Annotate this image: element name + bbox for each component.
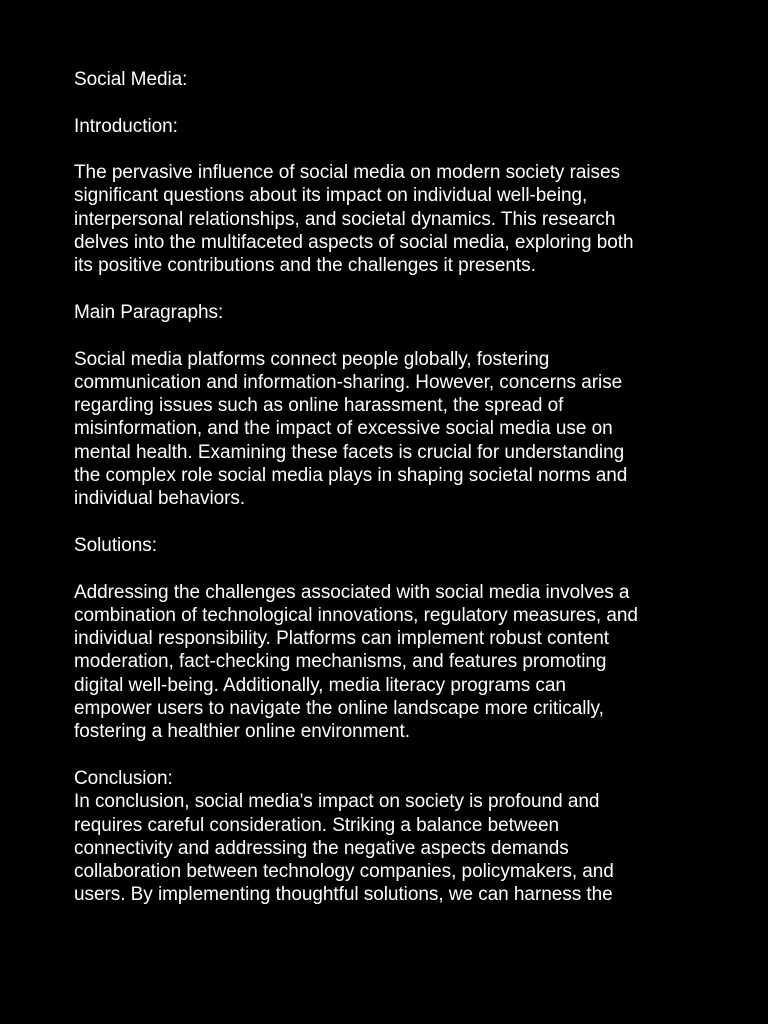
paragraph-line: requires careful consideration. Striking a balance between — [74, 814, 560, 836]
paragraph-line: communication and information-sharing. However, concerns arise — [74, 371, 623, 393]
paragraph-line: connectivity and addressing the negative aspects demands — [74, 837, 569, 859]
paragraph-line: interpersonal relationships, and societal dynamics. This research — [74, 208, 616, 230]
paragraph-line: The pervasive influence of social media on modern society raises — [74, 162, 620, 184]
paragraph-line: combination of technological innovations, regulatory measures, and — [74, 604, 638, 626]
paragraph-line: misinformation, and the impact of excessive social media use on — [74, 418, 613, 440]
spacer — [74, 91, 714, 114]
paragraph-line: regarding issues such as online harassment, the spread of — [74, 395, 564, 417]
section-heading-solutions: Solutions: — [74, 534, 157, 556]
paragraph-solutions — [74, 581, 714, 744]
spacer — [74, 744, 714, 767]
spacer — [74, 557, 714, 580]
paragraph-line: digital well-being. Additionally, media literacy programs can — [74, 674, 566, 696]
paragraph-line: empower users to navigate the online landscape more critically, — [74, 698, 604, 720]
spacer — [74, 138, 714, 161]
paragraph-line: significant questions about its impact on individual well-being, — [74, 185, 588, 207]
section-heading-main-paragraphs: Main Paragraphs: — [74, 301, 224, 323]
spacer — [74, 511, 714, 534]
document-title: Social Media: — [74, 69, 188, 90]
paragraph-line: Social media platforms connect people globally, fostering — [74, 348, 550, 370]
paragraph-conclusion — [74, 790, 714, 906]
paragraph-introduction — [74, 161, 714, 277]
paragraph-main — [74, 348, 714, 511]
paragraph-line: users. By implementing thoughtful solutions, we can harness the — [74, 884, 613, 906]
paragraph-line: its positive contributions and the challenges it presents. — [74, 255, 536, 277]
paragraph-line: individual behaviors. — [74, 488, 246, 510]
paragraph-line: the complex role social media plays in shaping societal norms and — [74, 465, 628, 487]
paragraph-line: Addressing the challenges associated with social media involves a — [74, 581, 630, 603]
spacer — [74, 278, 714, 301]
paragraph-line: In conclusion, social media's impact on society is profound and — [74, 791, 600, 813]
document-page — [74, 68, 714, 907]
paragraph-line: individual responsibility. Platforms can implement robust content — [74, 628, 609, 650]
spacer — [74, 324, 714, 347]
paragraph-line: collaboration between technology companies, policymakers, and — [74, 861, 614, 883]
paragraph-line: mental health. Examining these facets is crucial for understanding — [74, 441, 625, 463]
section-heading-conclusion: Conclusion: — [74, 767, 173, 789]
paragraph-line: delves into the multifaceted aspects of social media, exploring both — [74, 232, 634, 254]
section-heading-introduction: Introduction: — [74, 115, 178, 137]
paragraph-line: fostering a healthier online environment. — [74, 721, 410, 743]
paragraph-line: moderation, fact-checking mechanisms, and features promoting — [74, 651, 607, 673]
